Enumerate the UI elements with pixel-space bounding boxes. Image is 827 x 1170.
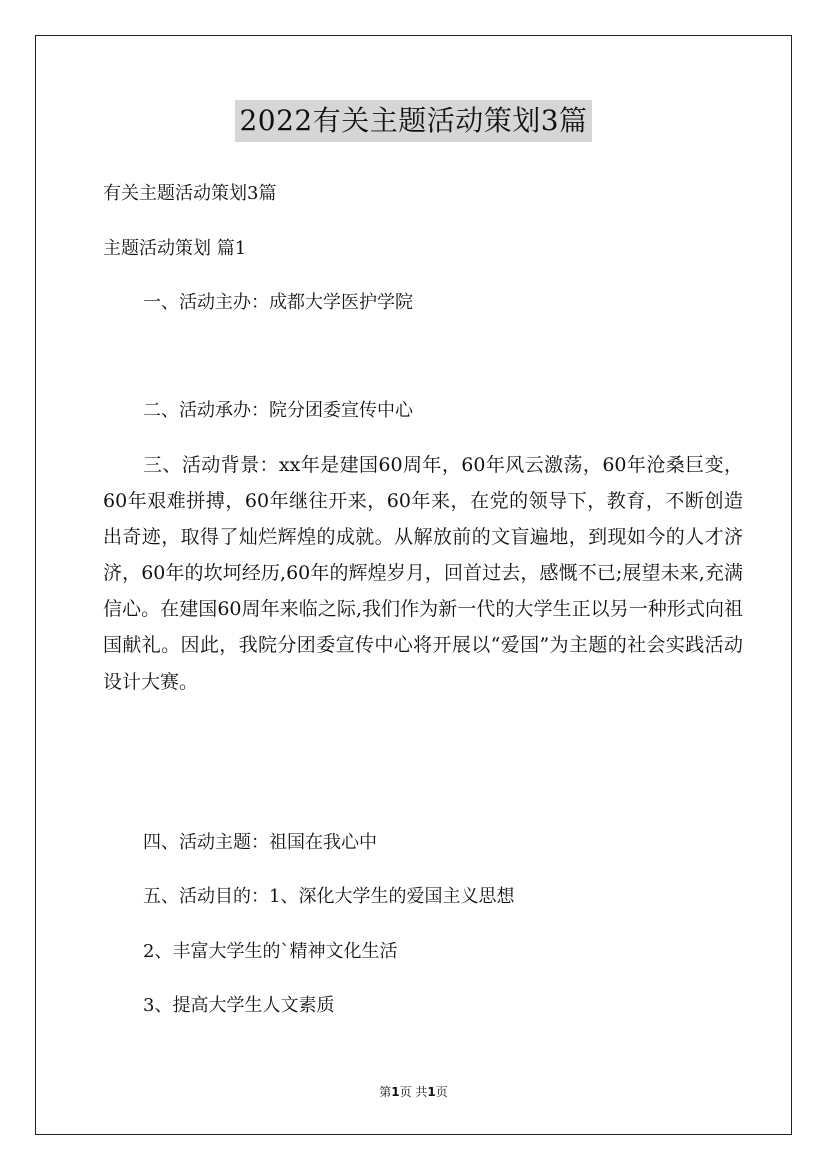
document-subtitle: 有关主题活动策划3篇 <box>103 183 277 204</box>
footer-page-prefix: 第 <box>379 1085 392 1099</box>
item-background-paragraph: 三、活动背景：xx年是建国60周年，60年风云激荡，60年沧桑巨变，60年艰难拼搏，60年继往开来，60年来，在党的领导下，教育，不断创造出奇迹，取得了灿烂辉煌的成就。从解放前的文盲遍地，到现如今的人才济济，60年的坎坷经历,60年的辉煌岁月，回首过去，感慨不已;展望未来,充满信心。在建国60周年来临之际,我们作为新一代的大学生正以另一种形式向祖国献礼。因此，我院分团委宣传中心将开展以“爱国”为主题的社会实践活动设计大赛。 <box>103 454 743 693</box>
footer-page-suffix: 页 <box>435 1085 448 1099</box>
item-organizer: 一、活动主办：成都大学医护学院 <box>143 292 413 313</box>
page-footer <box>0 1083 827 1100</box>
footer-page-total: 1 <box>427 1085 436 1099</box>
document-title: 2022有关主题活动策划3篇 <box>235 100 591 142</box>
item-theme: 四、活动主题：祖国在我心中 <box>143 832 377 853</box>
document-title-wrapper <box>0 100 827 142</box>
item-purpose-2: 2、丰富大学生的`精神文化生活 <box>143 941 398 962</box>
footer-page-mid: 页 共 <box>399 1085 428 1099</box>
section-heading: 主题活动策划 篇1 <box>103 238 247 259</box>
item-undertaker: 二、活动承办：院分团委宣传中心 <box>143 400 413 421</box>
item-purpose-3: 3、提高大学生人文素质 <box>143 995 335 1016</box>
item-purpose-1: 五、活动目的：1、深化大学生的爱国主义思想 <box>143 886 515 907</box>
footer-page-current: 1 <box>391 1085 400 1099</box>
